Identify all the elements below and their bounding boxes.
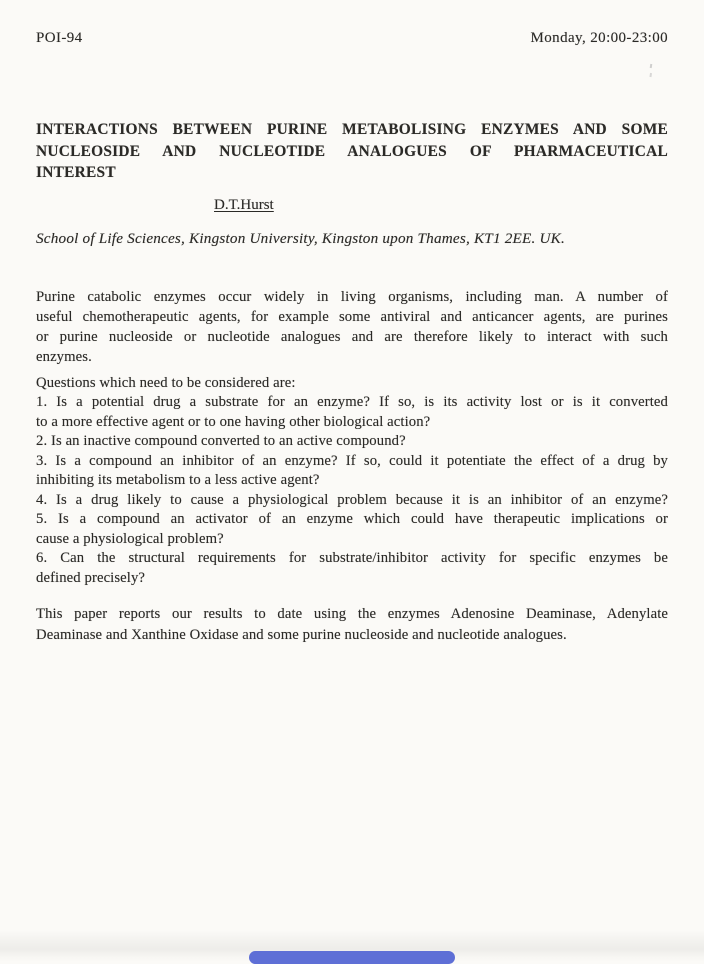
- question-line: to a more effective agent or to one having other biological action?: [36, 413, 431, 430]
- author-affiliation: School of Life Sciences, Kingston University, Kingston upon Thames, KT1 2EE. UK.: [36, 229, 565, 247]
- question-line: defined precisely?: [36, 569, 146, 586]
- abstract-paragraph: [36, 287, 668, 367]
- session-code: POI-94: [36, 30, 83, 46]
- paragraph-line: This paper reports our results to date using the enzymes Adenosine Deaminase, Adenylate: [36, 606, 668, 622]
- paragraph-line: useful chemotherapeutic agents, for example some antiviral and anticancer agents, are purines: [36, 308, 668, 325]
- paragraph-line: enzymes.: [36, 348, 92, 365]
- paper-title: [36, 119, 668, 184]
- title-line: NUCLEOSIDE AND NUCLEOTIDE ANALOGUES OF PHARMACEUTICAL: [36, 142, 668, 160]
- question-line: 1. Is a potential drug a substrate for an enzyme? If so, is its activity lost or is it converted: [36, 394, 668, 410]
- author-name: D.T.Hurst: [214, 196, 274, 213]
- question-line: 4. Is a drug likely to cause a physiological problem because it is an inhibitor of an enzyme?: [36, 491, 668, 508]
- question-line: 5. Is a compound an activator of an enzyme which could have therapeutic implications or: [36, 511, 668, 527]
- question-line: inhibiting its metabolism to a less active agent?: [36, 472, 320, 488]
- session-time: Monday, 20:00-23:00: [530, 30, 668, 46]
- questions-list: [36, 374, 668, 589]
- title-line: INTEREST: [36, 164, 116, 181]
- paragraph-line: Purine catabolic enzymes occur widely in living organisms, including man. A number of: [36, 288, 668, 305]
- page-header: [36, 28, 668, 48]
- paragraph-line: Deaminase and Xanthine Oxidase and some purine nucleoside and nucleotide analogues.: [36, 626, 567, 643]
- closing-paragraph: [36, 604, 668, 645]
- question-line: 6. Can the structural requirements for substrate/inhibitor activity for specific enzymes be: [36, 550, 668, 566]
- question-line: cause a physiological problem?: [36, 530, 224, 547]
- paragraph-line: or purine nucleoside or nucleotide analogues and are therefore likely to interact with such: [36, 328, 668, 345]
- page-content: [36, 0, 668, 645]
- author-block: [214, 195, 668, 215]
- questions-heading: Questions which need to be considered are:: [36, 374, 296, 391]
- bottom-indicator-bar: [249, 951, 455, 964]
- question-line: 2. Is an inactive compound converted to an active compound?: [36, 433, 406, 449]
- question-line: 3. Is a compound an inhibitor of an enzyme? If so, could it potentiate the effect of a drug by: [36, 452, 668, 469]
- title-line: INTERACTIONS BETWEEN PURINE METABOLISING ENZYMES AND SOME: [36, 121, 668, 138]
